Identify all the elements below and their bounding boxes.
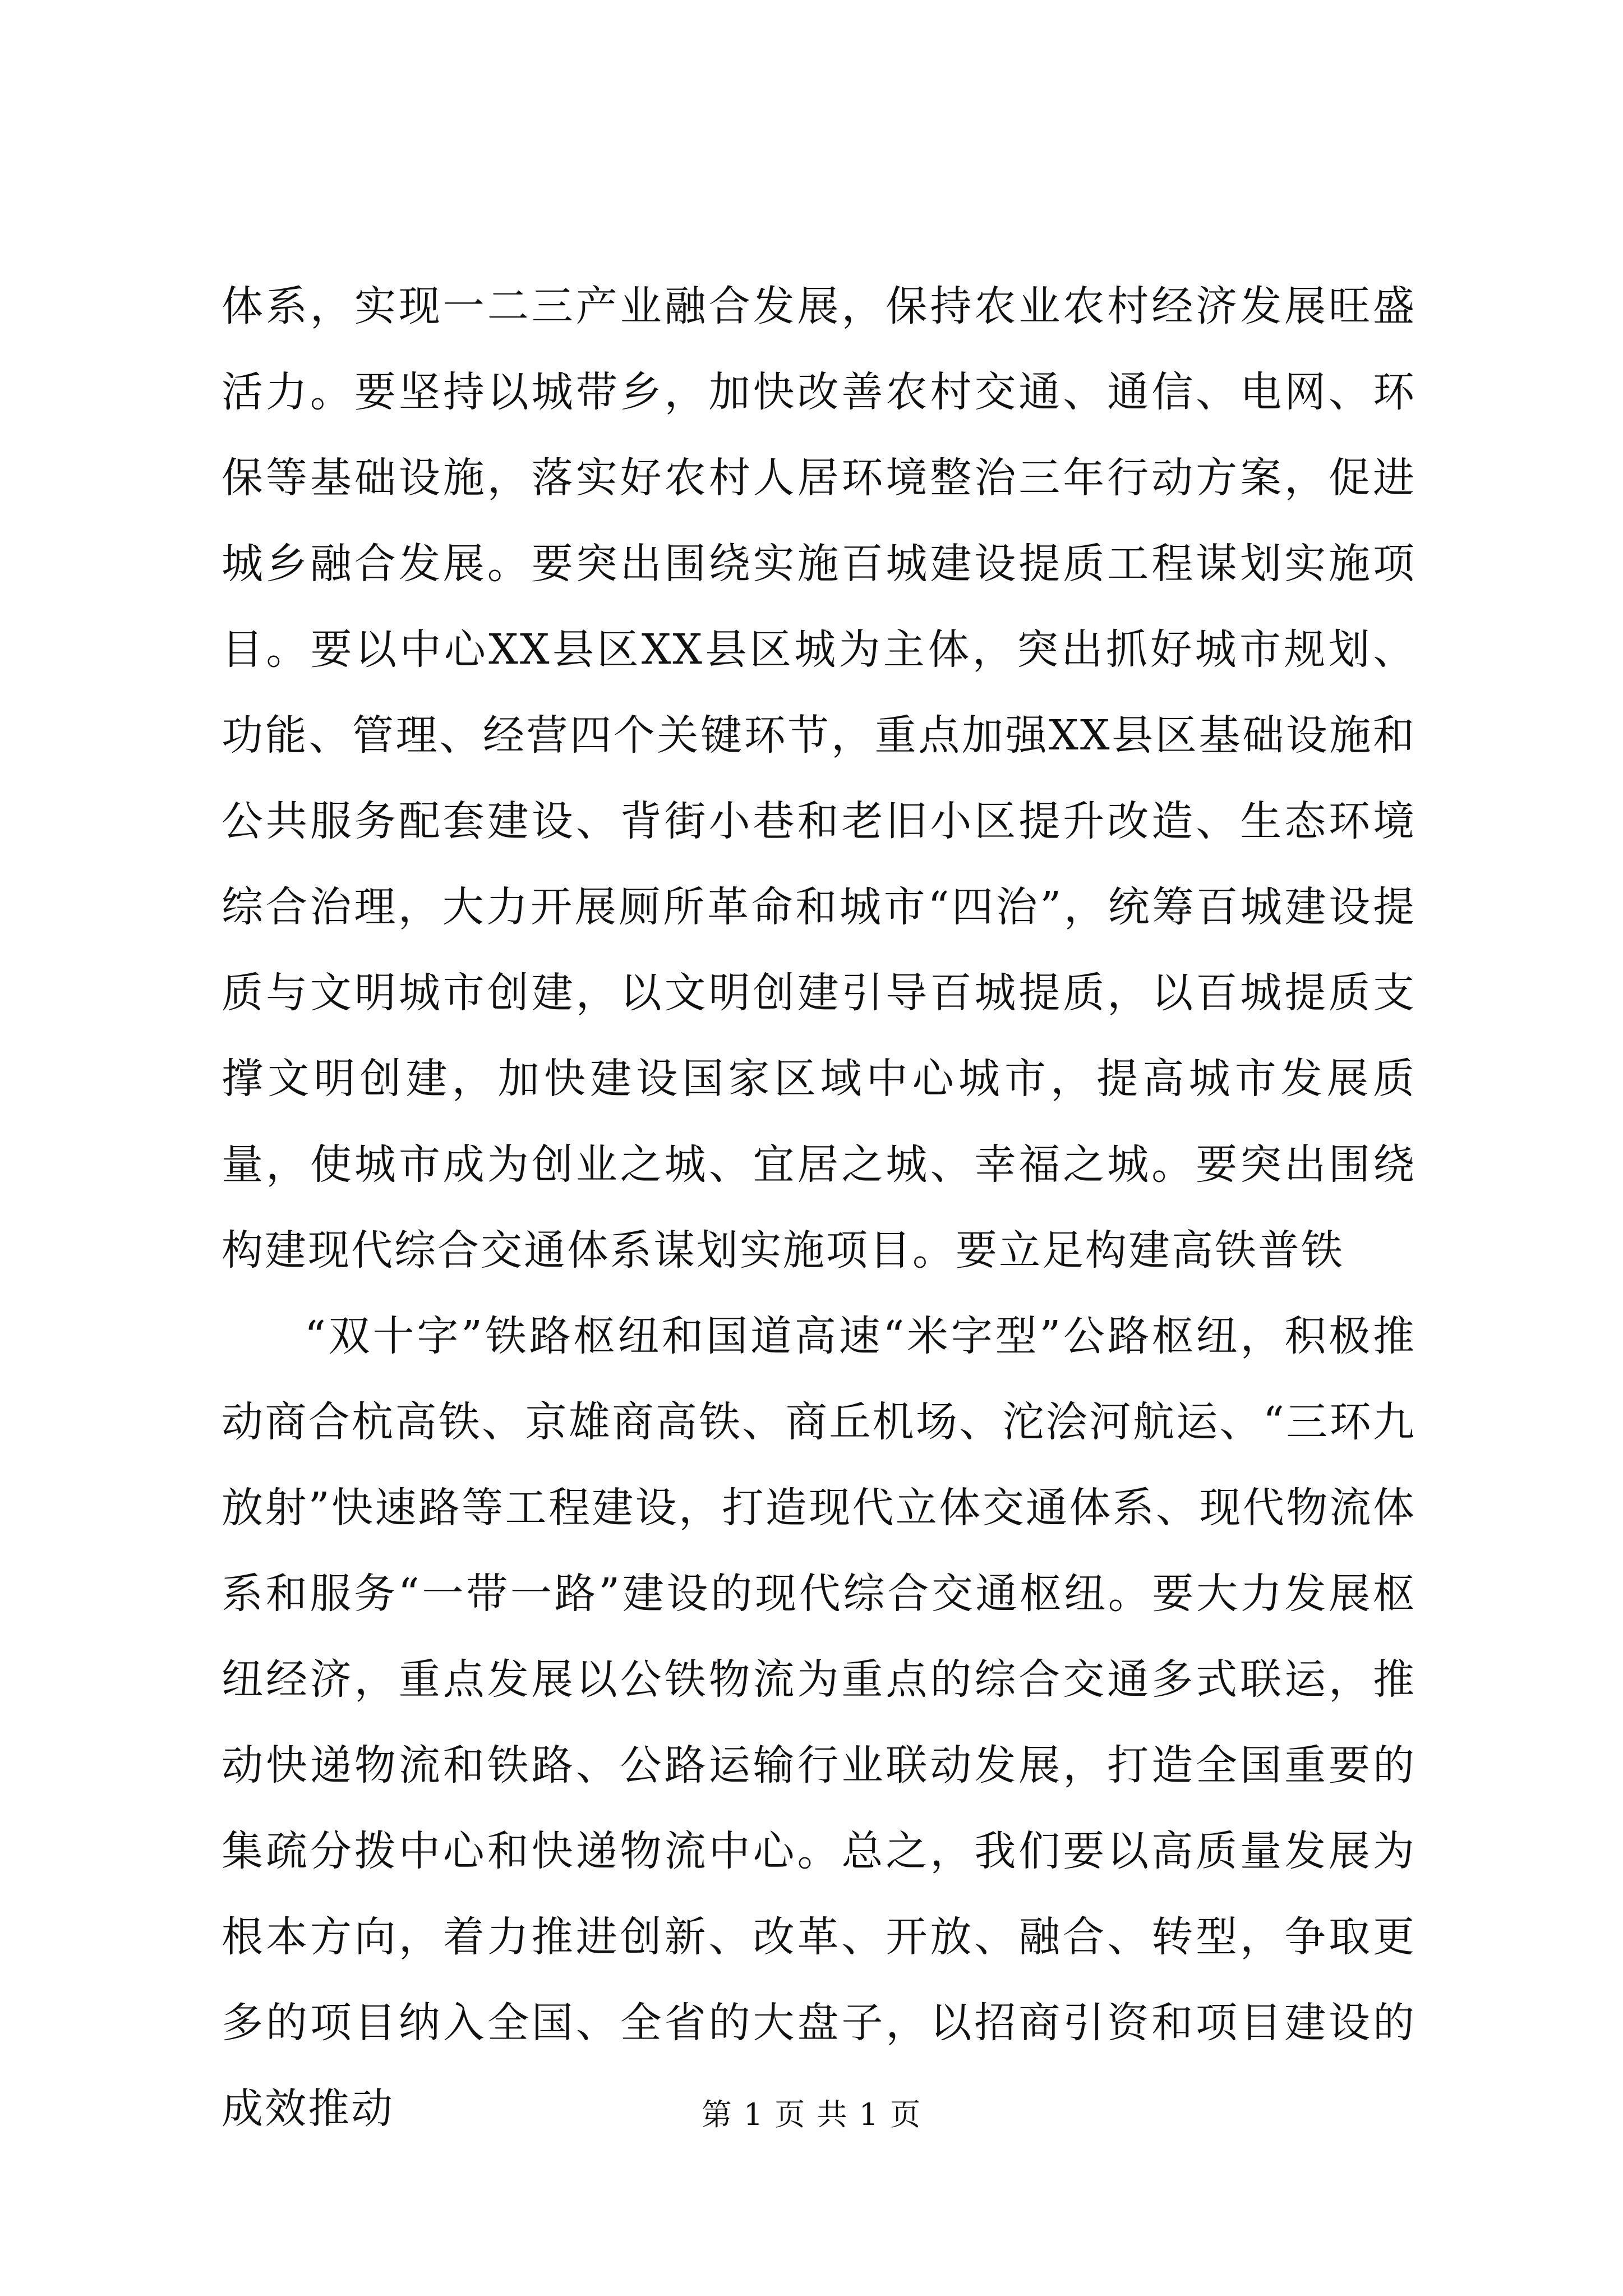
paragraph-1: 体系，实现一二三产业融合发展，保持农业农村经济发展旺盛活力。要坚持以城带乡，加快改善农村交通、通信、电网、环保等基础设施，落实好农村人居环境整治三年行动方案，促进城乡融合发展。要突出围绕实施百城建设提质工程谋划实施项目。要以中心XX县区XX县区城为主体，突出抓好城市规划、功能、管理、经营四个关键环节，重点加强XX县区基础设施和公共服务配套建设、背街小巷和老旧小区提升改造、生态环境综合治理，大力开展厕所革命和城市“四治”，统筹百城建设提质与文明城市创建，以文明创建引导百城提质，以百城提质支撑文明创建，加快建设国家区域中心城市，提高城市发展质量，使城市成为创业之城、宜居之城、幸福之城。要突出围绕构建现代综合交通体系谋划实施项目。要立足构建高铁普铁 bbox=[222, 282, 1416, 1274]
document-body bbox=[222, 264, 1416, 2152]
page-number-label: 第 1 页 共 1 页 bbox=[701, 2097, 922, 2132]
page-footer bbox=[0, 2095, 1623, 2134]
paragraph-2: “双十字”铁路枢纽和国道高速“米字型”公路枢纽，积极推动商合杭高铁、京雄商高铁、商丘机场、沱浍河航运、“三环九放射”快速路等工程建设，打造现代立体交通体系、现代物流体系和服务“一带一路”建设的现代综合交通枢纽。要大力发展枢纽经济，重点发展以公铁物流为重点的综合交通多式联运，推动快递物流和铁路、公路运输行业联动发展，打造全国重要的集疏分拨中心和快递物流中心。总之，我们要以高质量发展为根本方向，着力推进创新、改革、开放、融合、转型，争取更多的项目纳入全国、全省的大盘子，以招商引资和项目建设的成效推动 bbox=[222, 1312, 1416, 2133]
